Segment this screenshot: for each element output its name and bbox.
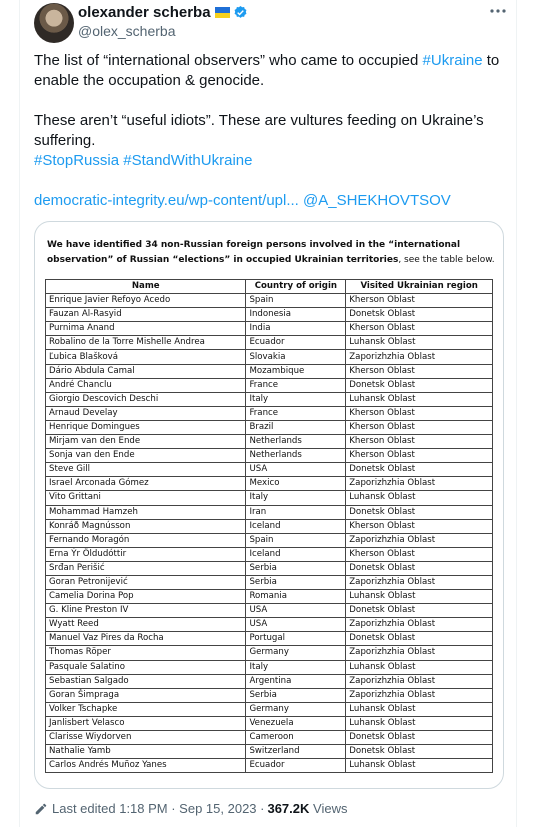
column-header-region: Visited Ukrainian region — [346, 280, 493, 294]
cell-region: Kherson Oblast — [346, 435, 493, 449]
table-row — [46, 505, 493, 519]
cell-region: Zaporizhzhia Oblast — [346, 646, 493, 660]
table-row — [46, 477, 493, 491]
cell-region: Luhansk Oblast — [346, 590, 493, 604]
cell-region: Luhansk Oblast — [346, 336, 493, 350]
table-row — [46, 392, 493, 406]
table-row — [46, 674, 493, 688]
table-row — [46, 660, 493, 674]
cell-region: Zaporizhzhia Oblast — [346, 618, 493, 632]
author-name-row — [78, 4, 248, 21]
cell-region: Donetsk Oblast — [346, 632, 493, 646]
table-row — [46, 322, 493, 336]
cell-name: Mirjam van den Ende — [46, 435, 246, 449]
cell-region: Luhansk Oblast — [346, 716, 493, 730]
cell-name: G. Kline Preston IV — [46, 604, 246, 618]
cell-region: Zaporizhzhia Oblast — [346, 674, 493, 688]
cell-name: Giorgio Descovich Deschi — [46, 392, 246, 406]
cell-name: Steve Gill — [46, 463, 246, 477]
cell-name: Thomas Röper — [46, 646, 246, 660]
cell-country: Portugal — [246, 632, 346, 646]
table-row — [46, 759, 493, 773]
cell-country: Indonesia — [246, 308, 346, 322]
observers-table — [45, 279, 493, 773]
verified-badge-icon[interactable] — [233, 5, 248, 20]
tweet-footer — [34, 801, 347, 816]
document-intro — [47, 238, 495, 268]
hashtag-stoprussia[interactable]: #StopRussia — [34, 152, 120, 169]
cell-country: USA — [246, 463, 346, 477]
cell-country: Germany — [246, 646, 346, 660]
cell-country: Cameroon — [246, 731, 346, 745]
cell-name: Pasquale Salatino — [46, 660, 246, 674]
intro-bold-text: We have identified 34 non-Russian foreign persons involved in the “international observation” of Russian “elections” in occupied Ukrainian territories — [47, 240, 461, 265]
table-row — [46, 420, 493, 434]
cell-region: Donetsk Oblast — [346, 561, 493, 575]
tweet-text-segment: The list of “international observers” who came to occupied — [34, 52, 423, 69]
cell-country: Ecuador — [246, 336, 346, 350]
document-link[interactable]: democratic-integrity.eu/wp-content/upl... — [34, 192, 299, 209]
cell-country: Serbia — [246, 561, 346, 575]
cell-name: Israel Arconada Gómez — [46, 477, 246, 491]
table-row — [46, 519, 493, 533]
avatar[interactable] — [34, 3, 74, 43]
attached-image-card[interactable] — [34, 221, 504, 789]
mention-link[interactable]: @A_SHEKHOVTSOV — [303, 192, 451, 209]
author-name[interactable]: olexander scherba — [78, 4, 211, 21]
tweet-paragraph-1 — [34, 51, 504, 91]
cell-country: Netherlands — [246, 435, 346, 449]
cell-name: Ľubica Blašková — [46, 350, 246, 364]
cell-name: Clarisse Wiydorven — [46, 731, 246, 745]
last-edited-text[interactable]: Last edited 1:18 PM · Sep 15, 2023 · — [52, 801, 265, 816]
cell-region: Kherson Oblast — [346, 547, 493, 561]
pencil-edit-icon — [34, 802, 48, 816]
cell-region: Donetsk Oblast — [346, 308, 493, 322]
table-row — [46, 350, 493, 364]
cell-name: Camelia Dorina Pop — [46, 590, 246, 604]
cell-country: Argentina — [246, 674, 346, 688]
cell-country: France — [246, 378, 346, 392]
cell-country: France — [246, 406, 346, 420]
cell-region: Luhansk Oblast — [346, 759, 493, 773]
table-row — [46, 702, 493, 716]
cell-country: Mozambique — [246, 364, 346, 378]
cell-country: Italy — [246, 660, 346, 674]
table-row — [46, 590, 493, 604]
table-header-row — [46, 280, 493, 294]
cell-name: Sonja van den Ende — [46, 449, 246, 463]
cell-country: Ecuador — [246, 759, 346, 773]
cell-region: Donetsk Oblast — [346, 731, 493, 745]
tweet-text-segment: to enable the occupation & genocide. — [34, 52, 500, 89]
cell-region: Kherson Oblast — [346, 420, 493, 434]
cell-name: Vito Grittani — [46, 491, 246, 505]
cell-country: Brazil — [246, 420, 346, 434]
cell-name: Nathalie Yamb — [46, 745, 246, 759]
cell-name: Sebastian Salgado — [46, 674, 246, 688]
cell-region: Zaporizhzhia Oblast — [346, 350, 493, 364]
table-row — [46, 604, 493, 618]
cell-country: Romania — [246, 590, 346, 604]
cell-country: Venezuela — [246, 716, 346, 730]
ukraine-flag-icon — [215, 7, 230, 18]
cell-name: Arnaud Develay — [46, 406, 246, 420]
cell-region: Donetsk Oblast — [346, 463, 493, 477]
cell-region: Luhansk Oblast — [346, 491, 493, 505]
cell-region: Zaporizhzhia Oblast — [346, 688, 493, 702]
cell-name: Enrique Javier Refoyo Acedo — [46, 294, 246, 308]
table-row — [46, 745, 493, 759]
cell-name: Volker Tschapke — [46, 702, 246, 716]
table-row — [46, 618, 493, 632]
cell-name: Mohammad Hamzeh — [46, 505, 246, 519]
cell-country: USA — [246, 604, 346, 618]
table-row — [46, 632, 493, 646]
cell-country: Iceland — [246, 519, 346, 533]
table-row — [46, 308, 493, 322]
cell-region: Donetsk Oblast — [346, 604, 493, 618]
cell-region: Donetsk Oblast — [346, 378, 493, 392]
table-row — [46, 731, 493, 745]
cell-country: Iran — [246, 505, 346, 519]
table-row — [46, 533, 493, 547]
cell-country: Spain — [246, 294, 346, 308]
table-row — [46, 575, 493, 589]
cell-region: Kherson Oblast — [346, 364, 493, 378]
more-horizontal-icon[interactable] — [488, 2, 508, 20]
cell-country: India — [246, 322, 346, 336]
table-row — [46, 449, 493, 463]
table-row — [46, 716, 493, 730]
table-row — [46, 336, 493, 350]
table-row — [46, 378, 493, 392]
cell-name: Goran Petronijević — [46, 575, 246, 589]
cell-country: Serbia — [246, 575, 346, 589]
cell-name: Robalino de la Torre Mishelle Andrea — [46, 336, 246, 350]
table-row — [46, 688, 493, 702]
table-row — [46, 294, 493, 308]
cell-country: Spain — [246, 533, 346, 547]
cell-name: Carlos Andrés Muñoz Yanes — [46, 759, 246, 773]
cell-country: Netherlands — [246, 449, 346, 463]
table-row — [46, 435, 493, 449]
cell-country: Mexico — [246, 477, 346, 491]
cell-name: Konráð Magnússon — [46, 519, 246, 533]
cell-region: Kherson Oblast — [346, 322, 493, 336]
cell-region: Kherson Oblast — [346, 449, 493, 463]
cell-region: Kherson Oblast — [346, 406, 493, 420]
tweet-hashtags — [34, 151, 504, 171]
cell-country: Italy — [246, 491, 346, 505]
cell-region: Luhansk Oblast — [346, 392, 493, 406]
tweet-paragraph-2: These aren’t “useful idiots”. These are vultures feeding on Ukraine’s suffering. — [34, 112, 484, 149]
link-row — [34, 192, 451, 209]
cell-region: Donetsk Oblast — [346, 505, 493, 519]
cell-name: Manuel Vaz Pires da Rocha — [46, 632, 246, 646]
author-handle[interactable]: @olex_scherba — [78, 23, 176, 39]
cell-country: Switzerland — [246, 745, 346, 759]
cell-country: USA — [246, 618, 346, 632]
table-row — [46, 491, 493, 505]
views-count: 367.2K — [267, 801, 310, 816]
table-row — [46, 561, 493, 575]
table-body — [46, 294, 493, 773]
column-header-country: Country of origin — [246, 280, 346, 294]
cell-name: Janlisbert Velasco — [46, 716, 246, 730]
intro-rest-text: , see the table below. — [398, 255, 495, 265]
cell-name: Henrique Domingues — [46, 420, 246, 434]
cell-name: Dário Abdula Camal — [46, 364, 246, 378]
views-label: Views — [313, 801, 348, 816]
cell-name: Wyatt Reed — [46, 618, 246, 632]
cell-region: Luhansk Oblast — [346, 660, 493, 674]
tweet-text — [34, 51, 504, 171]
table-row — [46, 463, 493, 477]
cell-region: Donetsk Oblast — [346, 745, 493, 759]
table-row — [46, 547, 493, 561]
column-header-name: Name — [46, 280, 246, 294]
table-row — [46, 646, 493, 660]
cell-name: Fauzan Al-Rasyid — [46, 308, 246, 322]
cell-region: Zaporizhzhia Oblast — [346, 533, 493, 547]
cell-name: Srđan Perišić — [46, 561, 246, 575]
cell-country: Germany — [246, 702, 346, 716]
cell-country: Serbia — [246, 688, 346, 702]
cell-country: Iceland — [246, 547, 346, 561]
cell-name: André Chanclu — [46, 378, 246, 392]
table-row — [46, 406, 493, 420]
cell-region: Zaporizhzhia Oblast — [346, 575, 493, 589]
cell-name: Purnima Anand — [46, 322, 246, 336]
cell-country: Slovakia — [246, 350, 346, 364]
cell-region: Kherson Oblast — [346, 519, 493, 533]
cell-name: Fernando Moragón — [46, 533, 246, 547]
cell-region: Kherson Oblast — [346, 294, 493, 308]
cell-region: Zaporizhzhia Oblast — [346, 477, 493, 491]
hashtag-standwithukraine[interactable]: #StandWithUkraine — [123, 152, 253, 169]
cell-country: Italy — [246, 392, 346, 406]
cell-region: Luhansk Oblast — [346, 702, 493, 716]
table-row — [46, 364, 493, 378]
hashtag-ukraine[interactable]: #Ukraine — [422, 52, 483, 69]
cell-name: Erna Ýr Öldudóttir — [46, 547, 246, 561]
cell-name: Goran Šimpraga — [46, 688, 246, 702]
